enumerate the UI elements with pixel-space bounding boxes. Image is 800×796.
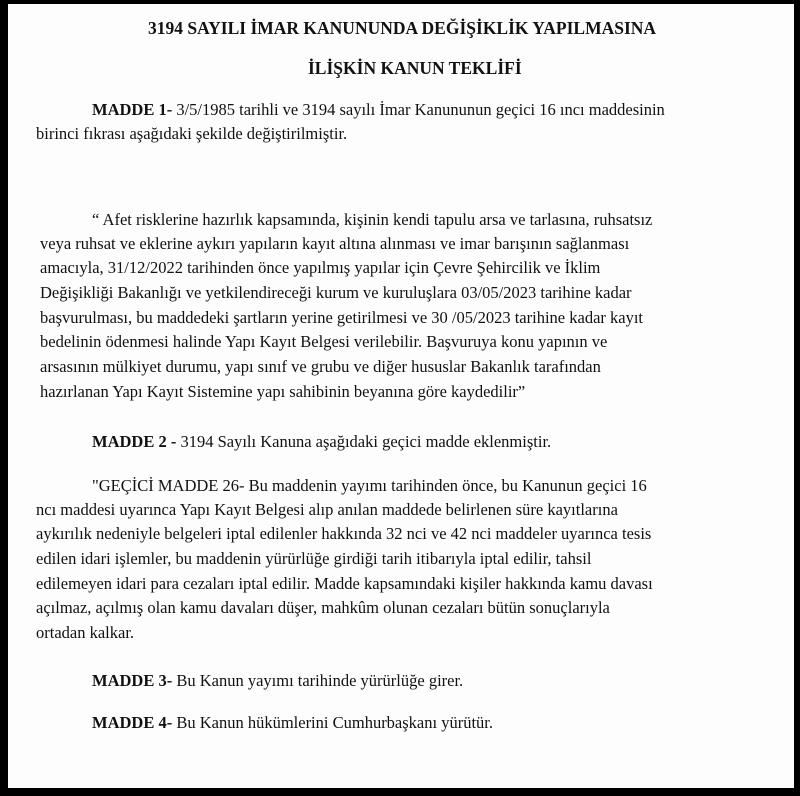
madde-3-line — [92, 671, 463, 691]
madde-2-label: MADDE 2 - — [92, 432, 177, 451]
quote-line: arsasının mülkiyet durumu, yapı sınıf ve grubu ve diğer hususlar Bakanlık tarafından — [40, 357, 601, 376]
madde-1-line-1 — [92, 100, 665, 120]
title-line-2: İLİŞKİN KANUN TEKLİFİ — [308, 58, 522, 78]
quote-line: amacıyla, 31/12/2022 tarihinden önce yapılmış yapılar için Çevre Şehircilik ve İklim — [40, 258, 601, 277]
title-line-1: 3194 SAYILI İMAR KANUNUNDA DEĞİŞİKLİK YAPILMASINA — [148, 18, 657, 38]
madde-3-text: Bu Kanun yayımı tarihinde yürürlüğe girer. — [176, 671, 464, 690]
madde-1-line-2: birinci fıkrası aşağıdaki şekilde değiştirilmiştir. — [36, 124, 348, 143]
quote-line: bedelinin ödenmesi halinde Yapı Kayıt Belgesi verilebilir. Başvuruya konu yapının ve — [40, 332, 608, 351]
gecici-madde-line: "GEÇİCİ MADDE 26- Bu maddenin yayımı tarihinden önce, bu Kanunun geçici 16 — [92, 476, 647, 495]
gecici-madde-line: aykırılık nedeniyle belgeleri iptal edilenler hakkında 32 nci ve 42 nci maddeler uyarınca tesis — [36, 524, 652, 543]
madde-4-label: MADDE 4- — [92, 713, 173, 732]
madde-4-text: Bu Kanun hükümlerini Cumhurbaşkanı yürütür. — [176, 713, 494, 732]
quote-line: veya ruhsat ve eklerine aykırı yapıların kayıt altına alınması ve imar barışının sağlanması — [40, 234, 630, 253]
gecici-madde-line: açılmaz, açılmış olan kamu davaları düşer, mahkûm olunan cezaları bütün sonuçlarıyla — [36, 598, 610, 617]
madde-4-line — [92, 713, 493, 733]
quote-line: “ Afet risklerine hazırlık kapsamında, kişinin kendi tapulu arsa ve tarlasına, ruhsatsız — [92, 210, 653, 229]
gecici-madde-line: ncı maddesi uyarınca Yapı Kayıt Belgesi alıp anılan maddede belirlenen süre kayıtlarına — [36, 500, 618, 519]
madde-1-label: MADDE 1- — [92, 100, 173, 119]
document-page — [8, 4, 794, 788]
madde-3-label: MADDE 3- — [92, 671, 173, 690]
madde-1-text: 3/5/1985 tarihli ve 3194 sayılı İmar Kanununun geçici 16 ıncı maddesinin — [176, 100, 665, 119]
gecici-madde-line: edilen idari işlemler, bu maddenin yürürlüğe girdiği tarih itibarıyla iptal edilir, tahsil — [36, 549, 592, 568]
quote-line: hazırlanan Yapı Kayıt Sistemine yapı sahibinin beyanına göre kaydedilir” — [40, 382, 526, 401]
gecici-madde-line: edilemeyen idari para cezaları iptal edilir. Madde kapsamındaki kişiler hakkında kamu davası — [36, 574, 653, 593]
quote-line: başvurulması, bu maddedeki şartların yerine getirilmesi ve 30 /05/2023 tarihine kadar kayıt — [40, 308, 643, 327]
gecici-madde-line: ortadan kalkar. — [36, 623, 135, 642]
quote-line: Değişikliği Bakanlığı ve yetkilendireceği kurum ve kuruluşlara 03/05/2023 tarihine kadar — [40, 283, 632, 302]
madde-2-text: 3194 Sayılı Kanuna aşağıdaki geçici madde eklenmiştir. — [180, 432, 552, 451]
madde-2-line — [92, 432, 551, 452]
